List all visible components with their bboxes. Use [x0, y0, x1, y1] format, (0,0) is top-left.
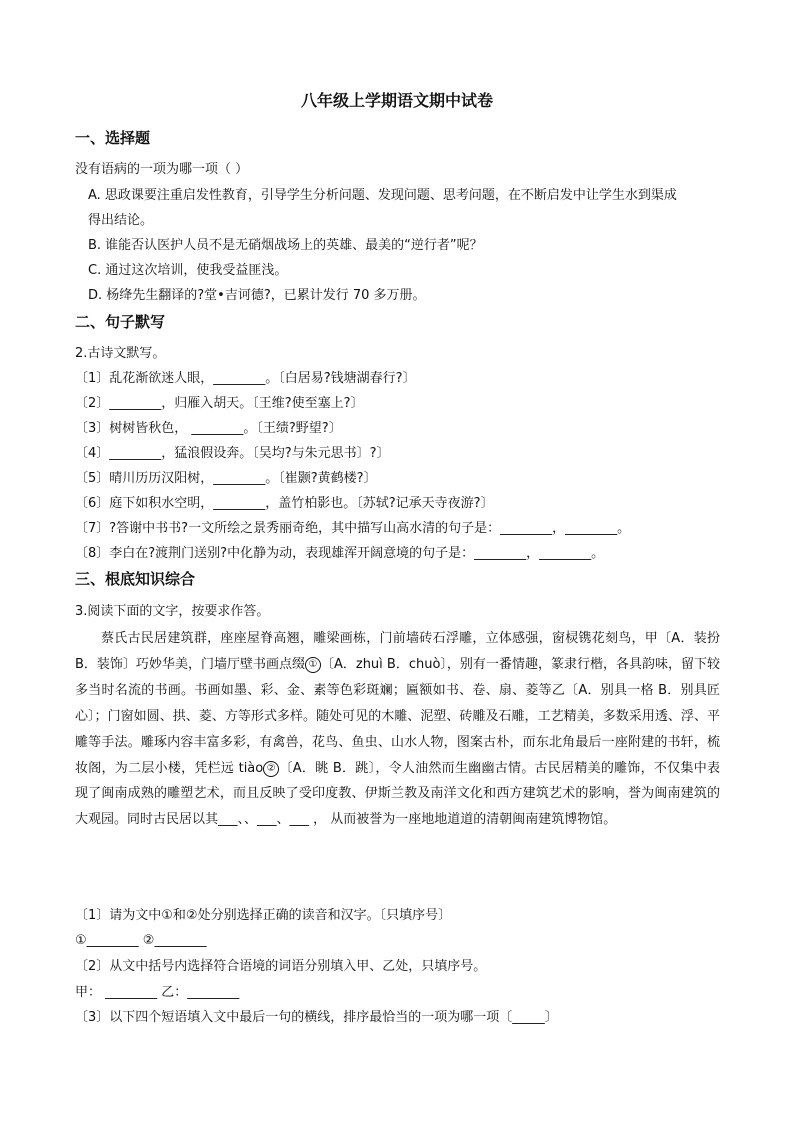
question-3-sub-2: 〔2〕从文中括号内选择符合语境的词语分别填入甲、乙处，只填序号。 [75, 959, 487, 974]
section-heading-basics: 三、根底知识综合 [75, 570, 196, 588]
question-1-option-c: C. 通过这次培训，使我受益匪浅。 [88, 263, 288, 278]
dictation-line-4: 〔4〕________，猛浪假设奔。〔吴均?与朱元思书〕?〕 [75, 446, 390, 461]
reading-passage [75, 626, 720, 833]
blank-marker-1: ① [305, 657, 321, 673]
dictation-line-3: 〔3〕树树皆秋色， ________。〔王绩?野望?〕 [75, 421, 342, 436]
dictation-line-5: 〔5〕晴川历历汉阳树，________。〔崔颢?黄鹤楼?〕 [75, 471, 377, 486]
dictation-line-7: 〔7〕?答谢中书书?一文所绘之景秀丽奇绝，其中描写山高水清的句子是：________，________。 [75, 521, 631, 536]
question-1-stem: 没有语病的一项为哪一项（ ） [75, 162, 249, 177]
question-1-option-a-continued: 得出结论。 [88, 213, 154, 228]
question-1-option-a: A. 思政课要注重启发性教育，引导学生分析问题、发现问题、思考问题，在不断启发中让学生水到渠成 [88, 188, 677, 203]
section-heading-choice: 一、选择题 [75, 129, 151, 147]
page-title: 八年级上学期语文期中试卷 [300, 91, 493, 110]
dictation-line-8: 〔8〕李白在?渡荆门送别?中化静为动，表现雄浑开阔意境的句子是：________，________。 [75, 546, 605, 561]
blank-marker-2: ② [263, 761, 279, 777]
question-3-sub-1-answer-blanks: ①________ ②________ [75, 933, 207, 948]
dictation-line-1: 〔1〕乱花渐欲迷人眼，________。〔白居易?钱塘湖春行?〕 [75, 371, 416, 386]
passage-part-2: 〔A．zhuì B．chuò〕，别有一番情趣，篆隶行楷，各具韵味，留下较多当时名流的书画。书画如墨、彩、金、素等色彩斑斓；匾额如书、卷、扇、菱等乙〔A．别具一格 B．别具匠心〕；门窗如圆、拱、菱、方等形式多样。随处可见的木雕、泥塑、砖雕及石雕，工艺精美，多数采用透、浮、平雕等手法。雕琢内容丰富多彩，有禽兽，花鸟、鱼虫、山水人物，图案古朴，而东北角最后一座附建的书轩，梳妆阁，为二层小楼，凭栏远 tiào [75, 656, 720, 776]
question-3-sub-1: 〔1〕请为文中①和②处分别选择正确的读音和汉字。〔只填序号〕 [75, 908, 452, 923]
question-3-stem: 3.阅读下面的文字，按要求作答。 [75, 604, 270, 619]
passage-part-1: 蔡氏古民居建筑群，座座屋脊高翘，雕梁画栋，门前墙砖石浮雕，立体感强，窗棂镌花刻鸟，甲〔A．装扮 B．装饰〕巧妙华美，门墙厅壁书画点缀 [75, 631, 720, 672]
section-heading-dictation: 二、句子默写 [75, 313, 166, 331]
passage-part-3: 〔A．眺 B．跳〕，令人油然而生幽幽古情。古民居精美的雕饰，不仅集中表现了闽南成熟的雕塑艺术，而且反映了受印度教、伊斯兰教及南洋文化和西方建筑艺术的影响，誉为闽南建筑的大观园。同时古民居以其___、、___、___ ， 从而被誉为一座地地道道的清朝闽南建筑博物馆。 [75, 760, 720, 828]
question-2-stem: 2.古诗文默写。 [75, 346, 166, 361]
question-3-sub-3: 〔3〕以下四个短语填入文中最后一句的横线，排序最恰当的一项为哪一项〔_____〕 [75, 1010, 558, 1025]
question-3-sub-2-answer-blanks: 甲： ________ 乙：________ [75, 985, 240, 1000]
question-1-option-d: D. 杨绛先生翻译的?堂•吉诃德?，已累计发行 70 多万册。 [88, 288, 426, 303]
dictation-line-2: 〔2〕________，归雁入胡天。〔王维?使至塞上?〕 [75, 396, 364, 411]
question-1-option-b: B. 谁能否认医护人员不是无硝烟战场上的英雄、最美的“逆行者”呢？ [88, 238, 483, 253]
dictation-line-6: 〔6〕庭下如积水空明，________，盖竹柏影也。〔苏轼?记承天寺夜游?〕 [75, 496, 494, 511]
